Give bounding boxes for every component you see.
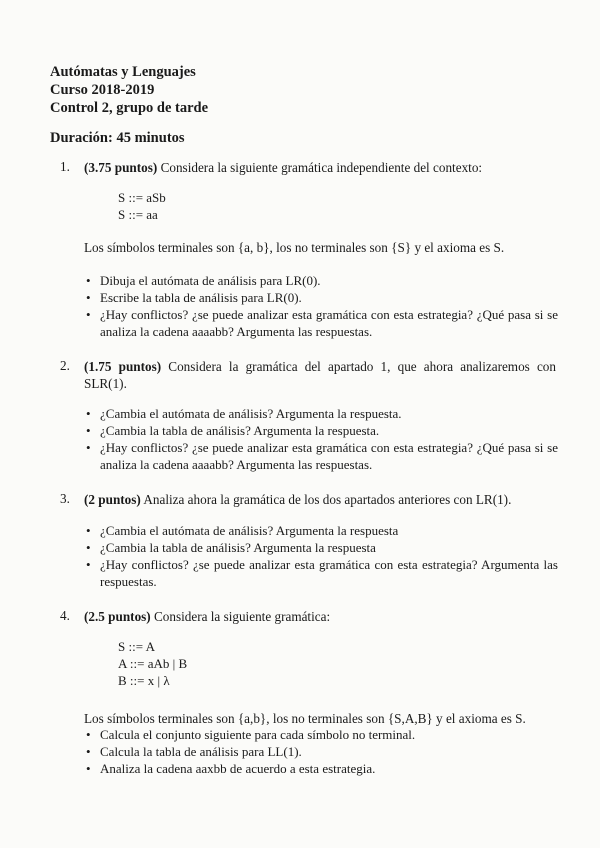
course-year: Curso 2018-2019	[50, 82, 155, 98]
exam-duration: Duración: 45 minutos	[50, 130, 185, 146]
q1-grammar-rule: S ::= aSb	[118, 190, 166, 205]
q4-bullet: • Analiza la cadena aaxbb de acuerdo a esta estrategia.	[86, 761, 558, 778]
q3-bullet: • ¿Cambia la tabla de análisis? Argumenta la respuesta	[86, 540, 558, 557]
q1-points: (3.75 puntos)	[84, 160, 158, 175]
q2-bullet-text: ¿Cambia el autómata de análisis? Argumenta la respuesta.	[100, 406, 402, 421]
q4-bullet-text: Calcula el conjunto siguiente para cada símbolo no terminal.	[100, 727, 416, 742]
q3-number: 3.	[60, 491, 70, 506]
q3-statement	[84, 491, 556, 508]
exam-title: Control 2, grupo de tarde	[50, 100, 209, 116]
q4-bullet: • Calcula el conjunto siguiente para cada símbolo no terminal.	[86, 727, 558, 744]
q4-bullet-text: Analiza la cadena aaxbb de acuerdo a esta estrategia.	[100, 761, 376, 776]
q4-symbols: Los símbolos terminales son {a,b}, los no terminales son {S,A,B} y el axioma es S.	[84, 711, 526, 726]
q1-symbols: Los símbolos terminales son {a, b}, los no terminales son {S} y el axioma es S.	[84, 240, 505, 255]
q4-grammar-rule: A ::= aAb | B	[118, 656, 188, 671]
q2-number: 2.	[60, 358, 70, 373]
q3-bullet: • ¿Cambia el autómata de análisis? Argumenta la respuesta	[86, 523, 558, 540]
course-subject: Autómatas y Lenguajes	[50, 64, 196, 80]
q2-statement	[84, 358, 556, 392]
q3-text: Analiza ahora la gramática de los dos apartados anteriores con LR(1).	[140, 492, 512, 507]
q4-points: (2.5 puntos)	[84, 609, 151, 624]
q3-points: (2 puntos)	[84, 492, 141, 507]
q3-bullet-text: ¿Hay conflictos? ¿se puede analizar esta gramática con esta estrategia? Argumenta las respuestas.	[100, 557, 558, 589]
q1-text: Considera la siguiente gramática independiente del contexto:	[157, 160, 483, 175]
q1-bullet-text: Dibuja el autómata de análisis para LR(0).	[100, 273, 321, 288]
q2-points: (1.75 puntos)	[84, 359, 162, 374]
q1-bullet: • Escribe la tabla de análisis para LR(0).	[86, 290, 558, 307]
q1-statement	[84, 159, 556, 176]
q1-grammar-rule: S ::= aa	[118, 207, 158, 222]
q1-bullet: • ¿Hay conflictos? ¿se puede analizar esta gramática con esta estrategia? ¿Qué pasa si se analiza la cadena aaaabb? Argumenta las respuestas.	[86, 307, 558, 339]
q1-bullet: • Dibuja el autómata de análisis para LR(0).	[86, 273, 558, 290]
q4-statement	[84, 608, 556, 625]
q2-text: Considera la gramática del apartado 1, que ahora analizaremos con SLR(1).	[84, 359, 556, 391]
q2-bullet-text: ¿Hay conflictos? ¿se puede analizar esta gramática con esta estrategia? ¿Qué pasa si se analiza la cadena aaaabb? Argumenta las respuestas.	[100, 440, 558, 472]
q3-bullet-text: ¿Cambia el autómata de análisis? Argumenta la respuesta	[100, 523, 399, 538]
q2-bullet-text: ¿Cambia la tabla de análisis? Argumenta la respuesta.	[100, 423, 380, 438]
q2-bullet: • ¿Cambia la tabla de análisis? Argumenta la respuesta.	[86, 423, 558, 440]
q2-bullet: • ¿Hay conflictos? ¿se puede analizar esta gramática con esta estrategia? ¿Qué pasa si se analiza la cadena aaaabb? Argumenta las respuestas.	[86, 440, 558, 472]
q1-number: 1.	[60, 159, 70, 174]
q3-bullet-text: ¿Cambia la tabla de análisis? Argumenta la respuesta	[100, 540, 376, 555]
q4-grammar-rule: S ::= A	[118, 639, 155, 654]
q1-bullet-text: Escribe la tabla de análisis para LR(0).	[100, 290, 302, 305]
q4-text: Considera la siguiente gramática:	[150, 609, 331, 624]
q4-bullet-text: Calcula la tabla de análisis para LL(1).	[100, 744, 302, 759]
q1-bullet-text: ¿Hay conflictos? ¿se puede analizar esta gramática con esta estrategia? ¿Qué pasa si se analiza la cadena aaaabb? Argumenta las respuestas.	[100, 307, 558, 339]
q4-grammar-rule: B ::= x | λ	[118, 673, 170, 688]
q4-number: 4.	[60, 608, 70, 623]
q3-bullet: • ¿Hay conflictos? ¿se puede analizar esta gramática con esta estrategia? Argumenta las respuestas.	[86, 557, 558, 589]
q2-bullet: • ¿Cambia el autómata de análisis? Argumenta la respuesta.	[86, 406, 558, 423]
q4-bullet: • Calcula la tabla de análisis para LL(1).	[86, 744, 558, 761]
